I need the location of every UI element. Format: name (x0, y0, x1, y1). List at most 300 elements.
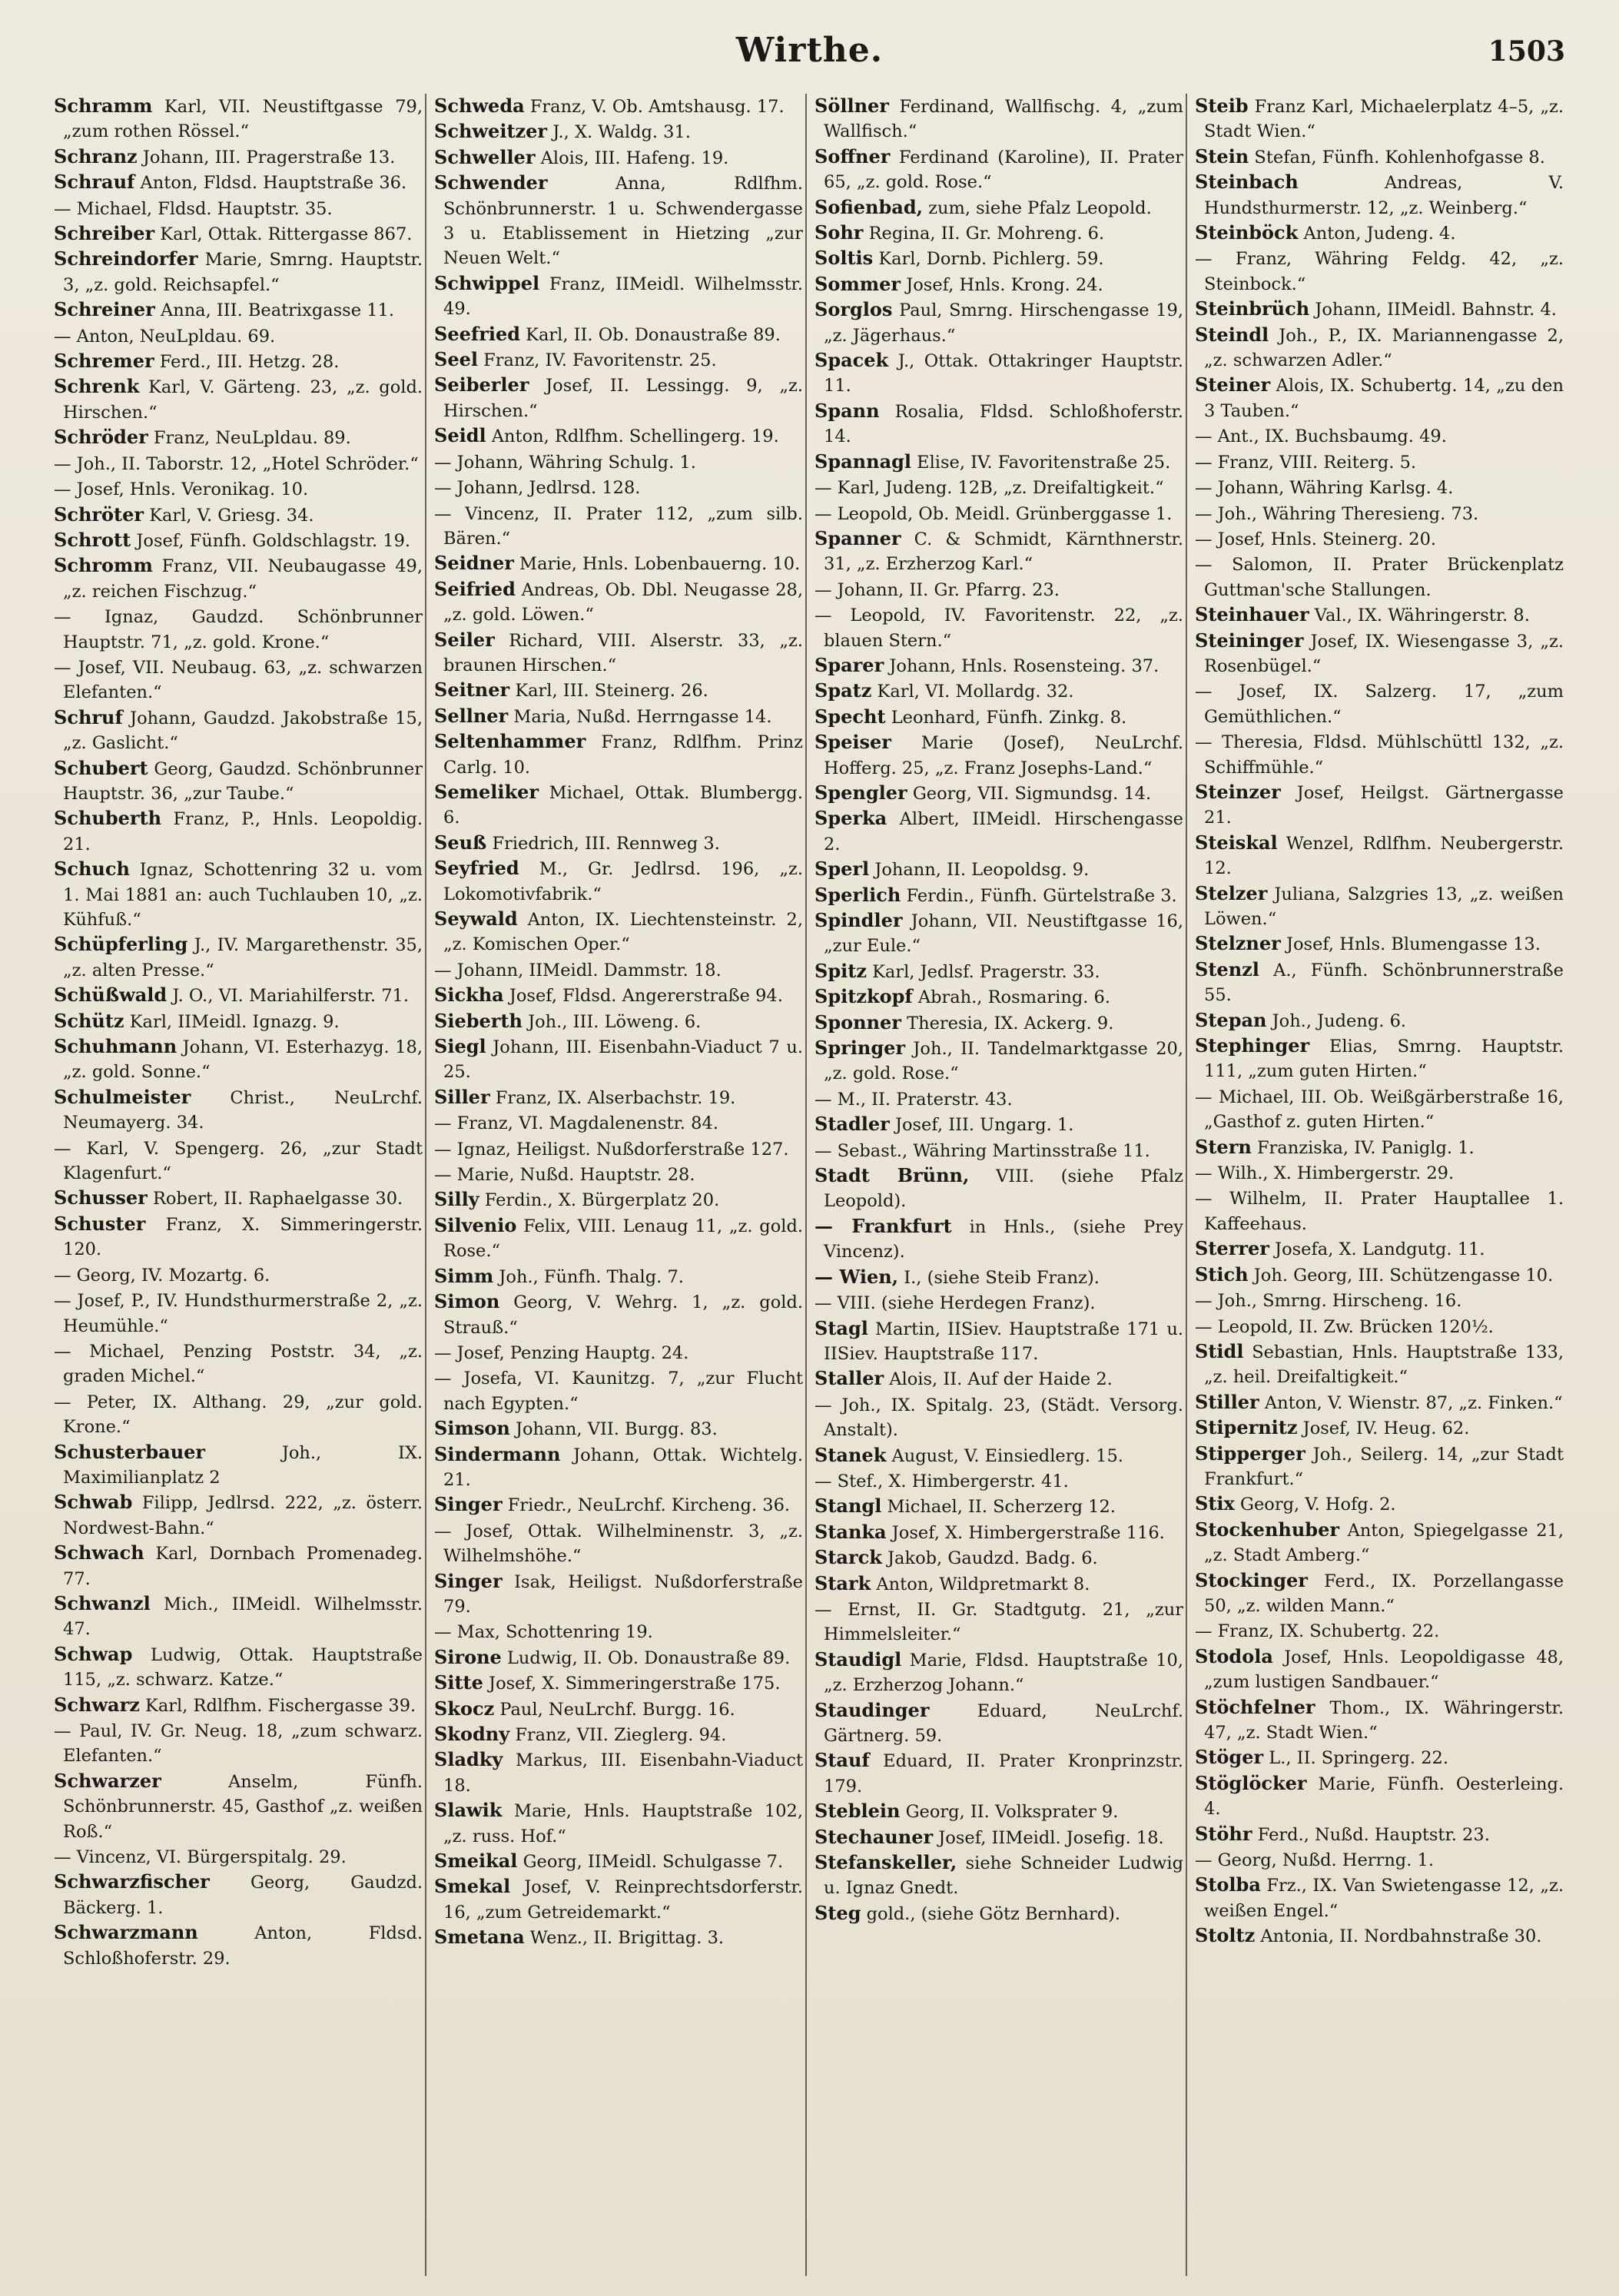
entry-details: Sebastian, Hnls. Hauptstraße 133, „z. heil. Dreifaltigkeit.“ (1204, 1342, 1564, 1388)
directory-entry (434, 450, 803, 475)
entry-details: — Paul, IV. Gr. Neug. 18, „zum schwarz. Elefanten.“ (54, 1721, 423, 1767)
entry-name: Stich (1195, 1262, 1249, 1286)
directory-columns (54, 94, 1568, 2276)
entry-name: Sirone (434, 1645, 502, 1668)
directory-entry (814, 1520, 1183, 1545)
entry-name: Schusser (54, 1186, 148, 1209)
entry-name: Spatz (814, 679, 872, 702)
directory-entry (54, 1262, 423, 1288)
column-4 (1195, 94, 1564, 2276)
entry-details: Josef, Hnls. Krong. 24. (906, 274, 1103, 295)
directory-entry (434, 1085, 803, 1110)
entry-details: Michael, Ottak. Blumbergg. 6. (443, 782, 803, 828)
entry-name: Spitz (814, 959, 867, 982)
entry-details: — Franz, VI. Magdalenenstr. 84. (434, 1113, 718, 1134)
directory-entry (814, 1468, 1183, 1494)
directory-entry (1195, 1034, 1564, 1084)
entry-details: Franz, IV. Favoritenstr. 25. (483, 350, 717, 371)
directory-entry (814, 1010, 1183, 1036)
directory-entry (54, 503, 423, 528)
directory-entry (434, 423, 803, 449)
directory-entry (814, 1087, 1183, 1112)
entry-name: Stein (1195, 144, 1249, 168)
directory-entry (434, 983, 803, 1008)
entry-name: Starck (814, 1546, 882, 1569)
directory-entry (1195, 1618, 1564, 1644)
directory-entry (814, 1163, 1183, 1214)
entry-name: Stöhr (1195, 1822, 1252, 1845)
directory-entry (54, 476, 423, 502)
entry-name: Schwach (54, 1541, 144, 1564)
directory-entry (814, 1214, 1183, 1265)
entry-name: Stern (1195, 1135, 1252, 1158)
entry-details: — Joh., Smrng. Hirscheng. 16. (1195, 1291, 1462, 1312)
entry-name: Schütz (54, 1009, 124, 1032)
entry-details: Johann, VI. Esterhazyg. 18, „z. gold. Sonne.“ (63, 1037, 423, 1083)
entry-details: — Ignaz, Heiligst. Nußdorferstraße 127. (434, 1139, 789, 1160)
entry-name: Spengler (814, 781, 907, 804)
entry-name: Schranz (54, 144, 138, 168)
entry-details: in Hnls., (siehe Prey Vincenz). (824, 1216, 1183, 1262)
directory-entry (54, 1541, 423, 1591)
entry-details: Karl, Rdlfhm. Fischergasse 39. (145, 1695, 416, 1716)
entry-name: Steinböck (1195, 221, 1299, 244)
directory-entry (814, 1825, 1183, 1850)
directory-entry (1195, 629, 1564, 679)
entry-name: Specht (814, 705, 886, 728)
entry-details: I., (siehe Steib Franz). (904, 1267, 1100, 1288)
section-title: Wirthe. (735, 31, 884, 70)
directory-entry (54, 1288, 423, 1339)
directory-entry (434, 1009, 803, 1034)
entry-details: Johann, IIMeidl. Bahnstr. 4. (1315, 300, 1557, 320)
directory-entry (54, 932, 423, 983)
entry-details: Josef, IX. Wiesengasse 3, „z. Rosenbügel.“ (1204, 631, 1564, 676)
directory-entry (434, 1162, 803, 1187)
directory-entry (814, 526, 1183, 577)
directory-entry (814, 399, 1183, 450)
entry-details: — M., II. Praterstr. 43. (814, 1089, 1013, 1110)
entry-name: Seel (434, 348, 478, 371)
directory-entry (1195, 423, 1564, 449)
entry-name: Stipperger (1195, 1442, 1305, 1465)
directory-entry (434, 1264, 803, 1289)
entry-details: — Georg, IV. Mozartg. 6. (54, 1265, 270, 1286)
entry-name: Steinhauer (1195, 603, 1309, 626)
directory-entry (54, 1389, 423, 1440)
entry-name: Schwap (54, 1642, 133, 1665)
directory-entry (1195, 1491, 1564, 1517)
directory-entry (1195, 501, 1564, 526)
entry-details: Josef, Heilgst. Gärtnergasse 21. (1204, 782, 1564, 828)
entry-details: Joh., Judeng. 6. (1272, 1010, 1407, 1031)
entry-name: Schweller (434, 145, 536, 168)
directory-entry (434, 704, 803, 729)
entry-details: Marie, Fldsd. Hauptstraße 10, „z. Erzherzog Johann.“ (824, 1650, 1183, 1696)
entry-name: Schrauf (54, 171, 135, 194)
entry-details: — Josef, IX. Salzerg. 17, „zum Gemüthlichen.“ (1195, 682, 1564, 727)
directory-entry (1195, 1771, 1564, 1822)
entry-details: Franz, IX. Alserbachstr. 19. (495, 1087, 736, 1108)
entry-details: — Josef, Hnls. Steinerg. 20. (1195, 529, 1437, 549)
directory-entry (1195, 957, 1564, 1008)
entry-name: Stauf (814, 1749, 870, 1772)
entry-details: Karl, VI. Mollardg. 32. (877, 682, 1074, 702)
directory-entry (54, 1769, 423, 1844)
entry-details: — Johann, Währing Schulg. 1. (434, 452, 696, 473)
directory-entry (434, 171, 803, 271)
entry-name: Seltenhammer (434, 730, 586, 753)
directory-entry (434, 1442, 803, 1493)
directory-entry (54, 1642, 423, 1693)
entry-details: Franz Karl, Michaelerplatz 4–5, „z. Stadt Wien.“ (1204, 97, 1564, 142)
entry-name: Simon (434, 1290, 500, 1313)
directory-entry (1195, 831, 1564, 881)
directory-entry (54, 349, 423, 374)
directory-entry (814, 475, 1183, 500)
directory-entry (434, 1289, 803, 1340)
directory-entry (1195, 1847, 1564, 1873)
directory-entry (814, 1494, 1183, 1519)
directory-entry (54, 1212, 423, 1262)
entry-name: Stadler (814, 1113, 890, 1136)
directory-entry (814, 195, 1183, 221)
entry-details: J., Ottak. Ottakringer Hauptstr. 11. (824, 351, 1183, 396)
directory-entry (814, 1138, 1183, 1163)
entry-details: Josef, X. Simmeringerstraße 175. (489, 1674, 781, 1694)
entry-name: Schwender (434, 171, 548, 194)
entry-details: Elias, Smrng. Hauptstr. 111, „zum guten Hirten.“ (1204, 1037, 1564, 1082)
entry-name: Spindler (814, 909, 903, 931)
entry-name: Sofienbad, (814, 195, 923, 218)
entry-name: Steiner (1195, 373, 1271, 396)
entry-name: Silvenio (434, 1213, 517, 1236)
entry-details: Wenz., II. Brigittag. 3. (529, 1928, 725, 1949)
directory-entry (54, 604, 423, 655)
directory-entry (814, 781, 1183, 806)
entry-details: — VIII. (siehe Herdegen Franz). (814, 1293, 1096, 1314)
directory-entry (54, 705, 423, 756)
entry-name: Seywald (434, 907, 518, 930)
entry-details: Eduard, II. Prater Kronprinzstr. 179. (824, 1751, 1183, 1797)
directory-entry (1195, 450, 1564, 475)
entry-name: Schwippel (434, 271, 540, 294)
entry-name: Seyfried (434, 857, 519, 880)
directory-entry (814, 730, 1183, 781)
directory-entry (54, 756, 423, 807)
entry-details: Josef, IIMeidl. Josefig. 18. (938, 1827, 1164, 1848)
entry-details: — Marie, Nußd. Hauptstr. 28. (434, 1165, 695, 1186)
entry-name: Singer (434, 1493, 503, 1516)
entry-details: Stefan, Fünfh. Kohlenhofgasse 8. (1254, 147, 1545, 168)
entry-details: Franz, X. Simmeringerstr. 120. (63, 1214, 423, 1260)
entry-name: Simm (434, 1264, 494, 1287)
entry-details: Josef, X. Himbergerstraße 116. (891, 1522, 1165, 1543)
entry-details: Marie, Hnls. Hauptstraße 102, „z. russ. Hof.“ (443, 1801, 803, 1846)
directory-entry (434, 1110, 803, 1136)
directory-entry (814, 1748, 1183, 1799)
entry-name: Sieberth (434, 1009, 523, 1032)
entry-name: Stenzl (1195, 957, 1259, 980)
entry-details: Ferdinand (Karoline), II. Prater 65, „z. gold. Rose.“ (824, 147, 1183, 193)
directory-entry (1195, 931, 1564, 957)
entry-name: Staudinger (814, 1698, 930, 1721)
entry-name: Sommer (814, 272, 901, 295)
entry-details: Filipp, Jedlrsd. 222, „z. österr. Nordwest-Bahn.“ (63, 1493, 423, 1538)
entry-details: Ludwig, II. Ob. Donaustraße 89. (506, 1647, 791, 1668)
entry-details: Joh., P., IX. Mariannengasse 2, „z. schwarzen Adler.“ (1204, 325, 1564, 371)
directory-entry (54, 425, 423, 450)
entry-details: Josef, II. Lessingg. 9, „z. Hirschen.“ (443, 376, 803, 421)
directory-entry (814, 1545, 1183, 1571)
directory-entry (1195, 552, 1564, 602)
directory-entry (814, 1036, 1183, 1087)
directory-entry (814, 246, 1183, 271)
entry-details: Eduard, NeuLrchf. Gärtnerg. 59. (824, 1700, 1183, 1746)
directory-entry (814, 806, 1183, 857)
entry-details: — Johann, Währing Karlsg. 4. (1195, 478, 1454, 499)
entry-name: Steib (1195, 95, 1249, 117)
entry-details: — Leopold, Ob. Meidl. Grünberggasse 1. (814, 503, 1173, 524)
directory-entry (434, 1747, 803, 1798)
entry-details: Wenzel, Rdlfhm. Neubergerstr. 12. (1204, 833, 1564, 879)
entry-details: Karl, III. Steinerg. 26. (515, 681, 708, 702)
directory-entry (814, 1647, 1183, 1698)
directory-entry (434, 373, 803, 423)
directory-entry (434, 628, 803, 679)
entry-name: Spannagl (814, 450, 912, 473)
entry-name: Schwarzfischer (54, 1870, 210, 1893)
entry-details: Joh. Georg, III. Schützengasse 10. (1253, 1265, 1554, 1286)
entry-name: Soffner (814, 144, 891, 168)
directory-entry (814, 1316, 1183, 1367)
entry-details: Markus, III. Eisenbahn-Viaduct 18. (443, 1750, 803, 1796)
entry-details: Josef, Hnls. Blumengasse 13. (1286, 934, 1541, 955)
entry-details: — Sebast., Währing Martinsstraße 11. (814, 1140, 1150, 1161)
directory-entry (814, 297, 1183, 348)
entry-name: Spacek (814, 349, 889, 372)
entry-details: Marie (Josef), NeuLrchf. Hofferg. 25, „z. Franz Josephs-Land.“ (824, 733, 1183, 778)
directory-entry (1195, 1160, 1564, 1186)
entry-details: Marie, Fünfh. Oesterleing. 4. (1204, 1773, 1564, 1820)
entry-details: — Leopold, II. Zw. Brücken 120½. (1195, 1316, 1494, 1337)
entry-name: Skocz (434, 1697, 495, 1720)
entry-details: Anton, Wildpretmarkt 8. (876, 1574, 1090, 1594)
entry-name: Schreiber (54, 222, 155, 245)
entry-details: Johann, Ottak. Wichtelg. 21. (443, 1445, 803, 1490)
entry-details: — Stef., X. Himbergerstr. 41. (814, 1471, 1069, 1491)
entry-details: Juliana, Salzgries 13, „z. weißen Löwen.“ (1204, 884, 1564, 929)
directory-entry (54, 196, 423, 221)
directory-entry (1195, 1644, 1564, 1695)
directory-entry (54, 247, 423, 297)
entry-details: — Anton, NeuLpldau. 69. (54, 326, 276, 347)
page-header (46, 31, 1573, 85)
entry-details: Marie, Smrng. Hauptstr. 3, „z. gold. Reichsapfel.“ (63, 250, 423, 295)
directory-entry (54, 451, 423, 476)
entry-details: Isak, Heiligst. Nußdorferstraße 79. (443, 1571, 803, 1617)
directory-entry (814, 221, 1183, 246)
entry-details: Karl, Dornbach Promenadeg. 77. (63, 1544, 423, 1589)
entry-name: Stockenhuber (1195, 1518, 1339, 1541)
entry-name: Schwab (54, 1491, 133, 1514)
directory-entry (54, 983, 423, 1008)
entry-name: Schüßwald (54, 984, 168, 1007)
directory-entry (54, 144, 423, 170)
directory-entry (434, 1569, 803, 1620)
entry-details: Georg, IIMeidl. Schulgasse 7. (523, 1852, 784, 1873)
entry-details: August, V. Einsiedlerg. 15. (891, 1445, 1123, 1466)
entry-details: Josef, Fünfh. Goldschlagstr. 19. (136, 530, 411, 551)
entry-name: Schrenk (54, 375, 140, 398)
directory-entry (814, 501, 1183, 526)
directory-entry (1195, 729, 1564, 780)
entry-name: Stagl (814, 1316, 868, 1339)
entry-name: Stiller (1195, 1390, 1259, 1413)
directory-entry (814, 1698, 1183, 1749)
column-2 (434, 94, 803, 2276)
entry-details: Karl, VII. Neustiftgasse 79, „zum rothen Rössel.“ (63, 97, 423, 142)
directory-entry (1195, 221, 1564, 246)
directory-entry (54, 1009, 423, 1034)
entry-details: Karl, V. Gärteng. 23, „z. gold. Hirschen.“ (63, 377, 423, 423)
directory-entry (814, 679, 1183, 704)
entry-details: — Josef, VII. Neubaug. 63, „z. schwarzen Elefanten.“ (54, 657, 423, 703)
entry-name: Sperlich (814, 883, 901, 906)
entry-details: Josef, III. Ungarg. 1. (894, 1115, 1074, 1136)
directory-entry (434, 1340, 803, 1365)
entry-details: gold., (siehe Götz Bernhard). (866, 1903, 1121, 1924)
entry-name: Schremer (54, 350, 154, 373)
entry-name: Sladky (434, 1748, 503, 1771)
entry-name: Stolba (1195, 1873, 1261, 1896)
entry-details: — Ernst, II. Gr. Stadtgutg. 21, „zur Himmelsleiter.“ (814, 1599, 1183, 1645)
directory-entry (1195, 1262, 1564, 1288)
entry-name: Schuhmann (54, 1035, 177, 1058)
entry-details: Elise, IV. Favoritenstraße 25. (917, 452, 1171, 473)
entry-name: Sterrer (1195, 1237, 1269, 1260)
directory-entry (814, 1443, 1183, 1468)
entry-details: Ferdin., X. Bürgerplatz 20. (484, 1190, 720, 1211)
entry-details: Josef, V. Reinprechtsdorferstr. 16, „zum Getreidemarkt.“ (443, 1877, 803, 1923)
directory-entry (434, 1365, 803, 1416)
directory-entry (54, 297, 423, 323)
entry-name: Staller (814, 1367, 884, 1390)
entry-name: Stadt Brünn, (814, 1164, 970, 1187)
entry-name: Skodny (434, 1723, 510, 1745)
entry-details: Georg, V. Hofg. 2. (1240, 1495, 1396, 1515)
directory-entry (814, 883, 1183, 908)
entry-details: J., X. Waldg. 31. (552, 122, 691, 143)
directory-entry (434, 501, 803, 552)
directory-entry (434, 1034, 803, 1085)
entry-name: Schusterbauer (54, 1440, 206, 1463)
directory-entry (1195, 1186, 1564, 1236)
directory-entry (1195, 881, 1564, 932)
entry-name: Sickha (434, 984, 504, 1007)
directory-entry (434, 347, 803, 373)
entry-details: — Joh., II. Taborstr. 12, „Hotel Schröder.“ (54, 453, 419, 474)
entry-name: Smeikal (434, 1850, 518, 1873)
entry-name: Stipernitz (1195, 1416, 1298, 1439)
entry-details: — Karl, Judeng. 12B, „z. Dreifaltigkeit.“ (814, 478, 1164, 499)
directory-entry (434, 780, 803, 831)
entry-name: — Wien, (814, 1265, 899, 1288)
entry-name: Stöger (1195, 1746, 1264, 1769)
entry-name: Schuch (54, 858, 130, 881)
entry-name: Steinbrüch (1195, 297, 1310, 320)
entry-details: C. & Schmidt, Kärnthnerstr. 31, „z. Erzherzog Karl.“ (824, 529, 1183, 575)
directory-entry (54, 1339, 423, 1389)
entry-details: Mich., IIMeidl. Wilhelmsstr. 47. (63, 1594, 423, 1640)
directory-entry (1195, 1314, 1564, 1339)
entry-name: Steininger (1195, 629, 1304, 652)
directory-entry (54, 528, 423, 553)
entry-details: Thom., IX. Währingerstr. 47, „z. Stadt Wien.“ (1204, 1697, 1564, 1743)
directory-entry (434, 1416, 803, 1442)
entry-details: — Johann, II. Gr. Pfarrg. 23. (814, 579, 1060, 600)
entry-details: Christ., NeuLrchf. Neumayerg. 34. (63, 1087, 423, 1133)
entry-details: Josef, Hnls. Leopoldigasse 48, „zum lustigen Sandbauer.“ (1204, 1647, 1564, 1693)
entry-details: Anton, IX. Liechtensteinstr. 2, „z. Komischen Oper.“ (443, 910, 803, 955)
entry-details: — Wilhelm, II. Prater Hauptallee 1. Kaffeehaus. (1195, 1189, 1564, 1234)
entry-details: M., Gr. Jedlrsd. 196, „z. Lokomotivfabrik.“ (443, 859, 803, 904)
directory-entry (434, 271, 803, 322)
directory-entry (434, 551, 803, 576)
entry-details: Franz, NeuLpldau. 89. (153, 428, 351, 449)
entry-name: Stepan (1195, 1008, 1267, 1031)
entry-name: Söllner (814, 95, 889, 117)
directory-entry (1195, 679, 1564, 729)
directory-entry (54, 1718, 423, 1769)
directory-entry (814, 94, 1183, 144)
entry-name: Steindl (1195, 323, 1269, 346)
entry-details: Regina, II. Gr. Mohreng. 6. (868, 224, 1105, 244)
entry-details: Val., IX. Währingerstr. 8. (1314, 606, 1530, 626)
entry-details: siehe Schneider Ludwig u. Ignaz Gnedt. (824, 1853, 1183, 1899)
entry-details: Georg, II. Volksprater 9. (905, 1802, 1119, 1823)
column-1 (54, 94, 423, 2276)
entry-details: Anton, V. Wienstr. 87, „z. Finken.“ (1264, 1392, 1563, 1413)
entry-name: Schüpferling (54, 933, 188, 956)
directory-entry (434, 1697, 803, 1722)
entry-name: Seidl (434, 424, 486, 447)
directory-entry (1195, 1415, 1564, 1441)
entry-name: Stodola (1195, 1644, 1273, 1667)
entry-name: Schubert (54, 756, 148, 779)
entry-name: Schramm (54, 95, 153, 117)
entry-details: — Franz, IX. Schubertg. 22. (1195, 1621, 1440, 1642)
directory-entry (814, 602, 1183, 653)
entry-details: — Johann, IIMeidl. Dammstr. 18. (434, 960, 722, 980)
entry-details: — Salomon, II. Prater Brückenplatz Guttman'sche Stallungen. (1195, 555, 1564, 600)
entry-details: Leonhard, Fünfh. Zinkg. 8. (891, 707, 1127, 728)
entry-details: Karl, II. Ob. Donaustraße 89. (526, 324, 781, 345)
entry-details: — Joh., Währing Theresieng. 73. (1195, 503, 1479, 524)
entry-details: Franz, VII. Neubaugasse 49, „z. reichen Fischzug.“ (63, 556, 423, 602)
entry-name: Seuß (434, 831, 487, 854)
entry-name: Schweitzer (434, 120, 548, 143)
directory-entry (1195, 1084, 1564, 1135)
entry-details: Friedrich, III. Rennweg 3. (492, 833, 720, 854)
directory-entry (1195, 297, 1564, 322)
entry-details: Alois, III. Hafeng. 19. (540, 148, 729, 168)
entry-details: Karl, IIMeidl. Ignazg. 9. (129, 1011, 340, 1032)
entry-details: Franziska, IV. Paniglg. 1. (1256, 1137, 1475, 1158)
entry-name: Sellner (434, 704, 509, 727)
directory-entry (1195, 1236, 1564, 1262)
entry-details: Anselm, Fünfh. Schönbrunnerstr. 45, Gasthof „z. weißen Roß.“ (63, 1771, 423, 1842)
